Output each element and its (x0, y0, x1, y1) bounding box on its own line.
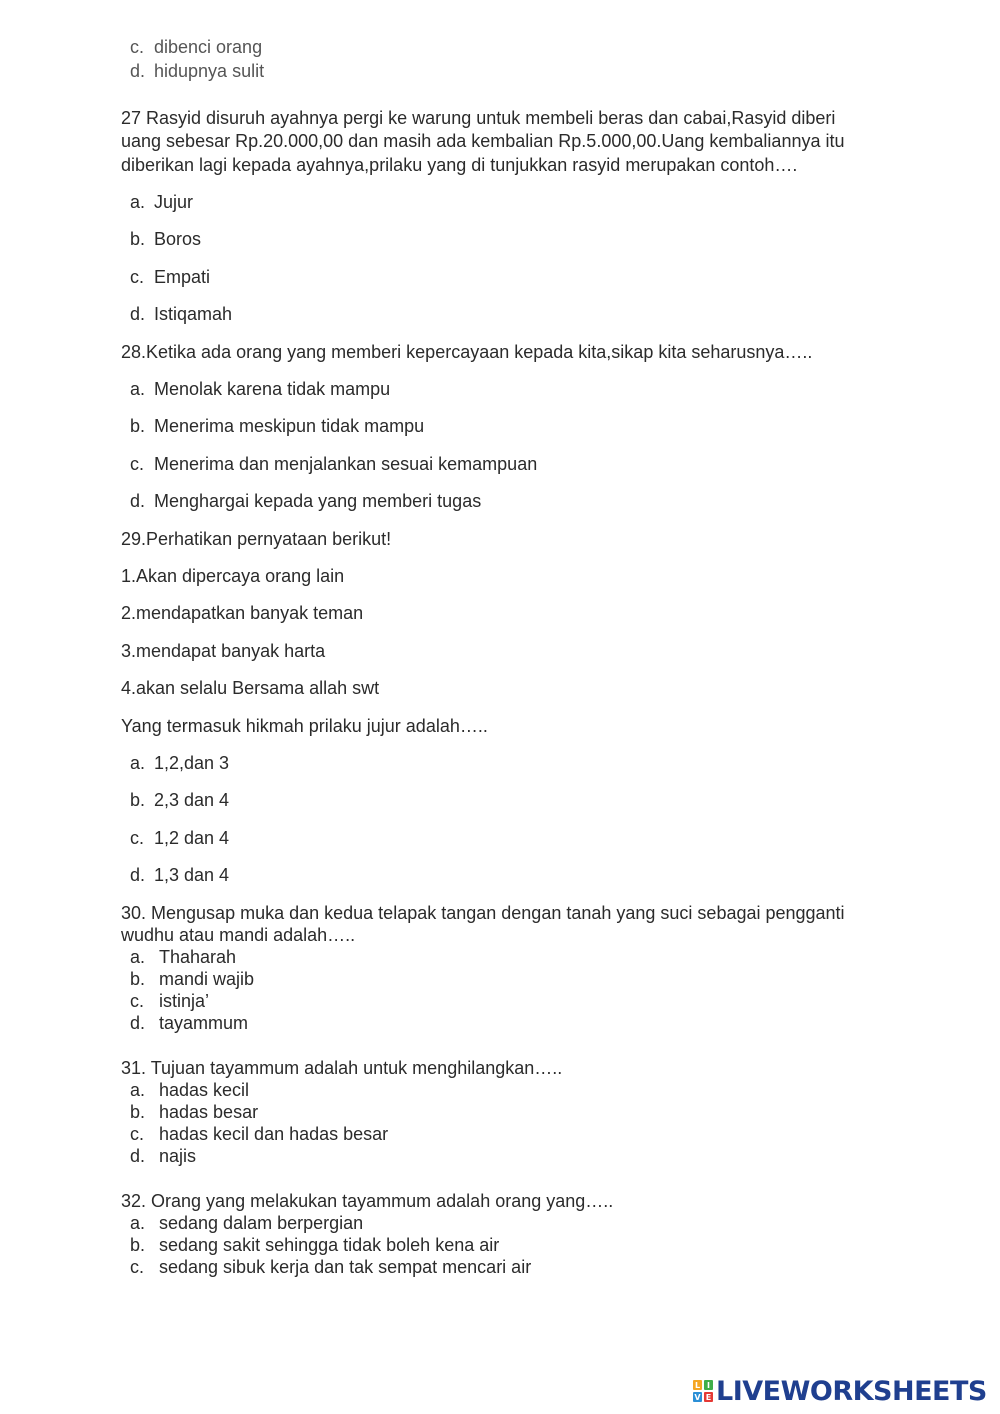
q29-prompt: Yang termasuk hikmah prilaku jujur adalah….. (121, 716, 488, 736)
q29-question: 29.Perhatikan pernyataan berikut! (121, 529, 392, 549)
q31-option-c: c. hadas kecil dan hadas besar (130, 1124, 389, 1144)
q29-statement-4: 4.akan selalu Bersama allah swt (121, 678, 380, 698)
q30-option-a: a. Thaharah (130, 947, 237, 967)
q31-option-a: a. hadas kecil (130, 1080, 250, 1100)
liveworksheets-logo-icon (693, 1380, 713, 1402)
q29-statement-2: 2.mendapatkan banyak teman (121, 603, 364, 623)
q28-option-d: d. Menghargai kepada yang memberi tugas (130, 491, 482, 511)
q32-option-c: c. sedang sibuk kerja dan tak sempat mencari air (130, 1257, 532, 1277)
logo-mark-i: I (704, 1380, 713, 1390)
q32-question: 32. Orang yang melakukan tayammum adalah orang yang….. (121, 1191, 614, 1211)
q30-text-line2: wudhu atau mandi adalah….. (121, 925, 356, 945)
q31-option-d: d. najis (130, 1146, 197, 1166)
q29-statement-1: 1.Akan dipercaya orang lain (121, 566, 345, 586)
q31-question: 31. Tujuan tayammum adalah untuk menghilangkan….. (121, 1058, 563, 1078)
q28-option-a: a. Menolak karena tidak mampu (130, 379, 391, 399)
q29-option-a: a. 1,2,dan 3 (130, 753, 230, 773)
q26-option-d: d. hidupnya sulit (130, 61, 265, 81)
q29-option-b: b. 2,3 dan 4 (130, 790, 230, 810)
q32-option-a: a. sedang dalam berpergian (130, 1213, 364, 1233)
liveworksheets-logo (693, 1376, 987, 1406)
liveworksheets-logo-text: LIVEWORKSHEETS (716, 1375, 987, 1407)
logo-mark-e: E (705, 1392, 712, 1402)
logo-mark-l: L (694, 1380, 701, 1390)
q30-option-b: b. mandi wajib (130, 969, 255, 989)
q31-option-b: b. hadas besar (130, 1102, 259, 1122)
q27-option-d: d. Istiqamah (130, 304, 233, 324)
q27-option-b: b. Boros (130, 229, 202, 249)
q29-statement-3: 3.mendapat banyak harta (121, 641, 326, 661)
q26-option-c: c. dibenci orang (130, 37, 263, 57)
q27-option-c: c. Empati (130, 267, 211, 287)
logo-mark-v: V (694, 1392, 701, 1402)
q28-option-b: b. Menerima meskipun tidak mampu (130, 416, 425, 436)
q27-text-line3: diberikan lagi kepada ayahnya,prilaku yang di tunjukkan rasyid merupakan contoh…. (121, 155, 798, 175)
q27-option-a: a. Jujur (130, 192, 194, 212)
q30-option-d: d. tayammum (130, 1013, 249, 1033)
q27-text-line1: 27 Rasyid disuruh ayahnya pergi ke warung untuk membeli beras dan cabai,Rasyid diberi (121, 108, 836, 128)
q29-option-c: c. 1,2 dan 4 (130, 828, 230, 848)
q28-question: 28.Ketika ada orang yang memberi kepercayaan kepada kita,sikap kita seharusnya….. (121, 342, 813, 362)
q28-option-c: c. Menerima dan menjalankan sesuai kemampuan (130, 454, 538, 474)
q27-text-line2: uang sebesar Rp.20.000,00 dan masih ada kembalian Rp.5.000,00.Uang kembaliannya itu (121, 131, 845, 151)
q30-text-line1: 30. Mengusap muka dan kedua telapak tangan dengan tanah yang suci sebagai pengganti (121, 903, 845, 923)
q30-option-c: c. istinja’ (130, 991, 210, 1011)
q32-option-b: b. sedang sakit sehingga tidak boleh kena air (130, 1235, 500, 1255)
q29-option-d: d. 1,3 dan 4 (130, 865, 230, 885)
